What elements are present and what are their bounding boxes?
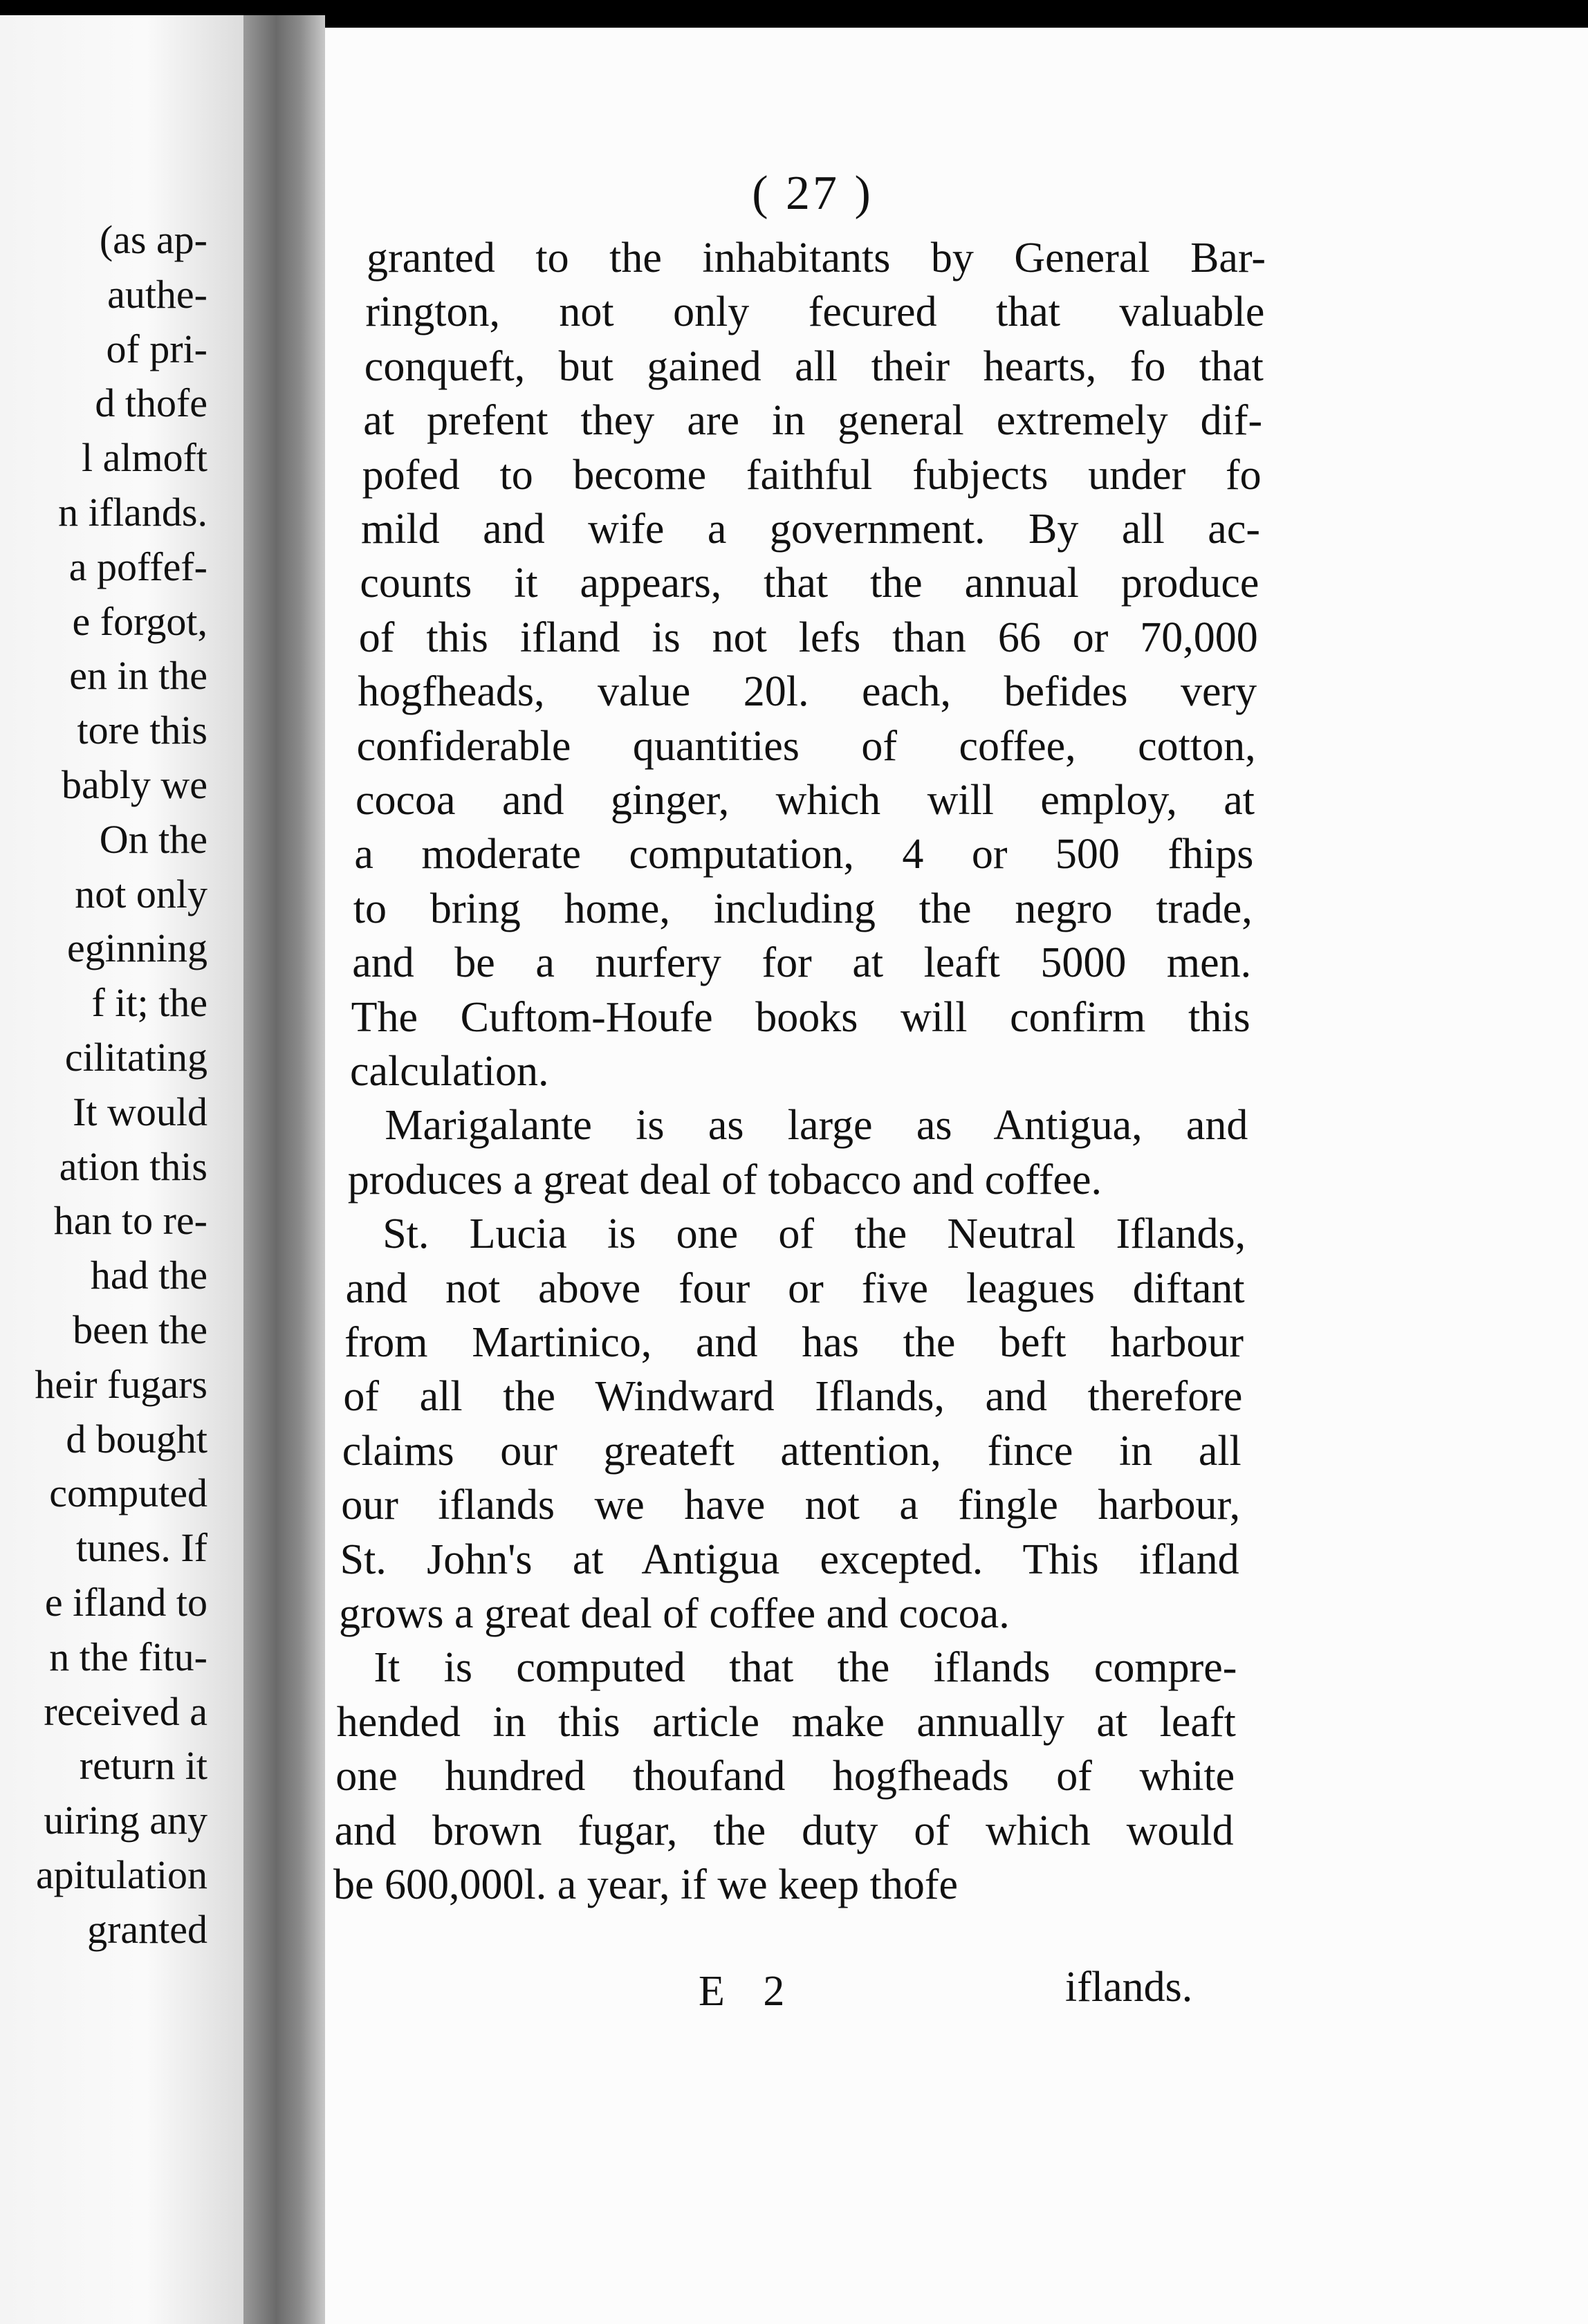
left-page-fragment: computed (49, 1470, 207, 1516)
left-page-fragment: eginning (67, 925, 207, 971)
page-number: ( 27 ) (752, 167, 874, 220)
left-page-fragment: return it (79, 1743, 207, 1789)
left-page-fragment: ation this (59, 1143, 207, 1189)
left-page-fragment: On the (99, 816, 207, 862)
left-page (0, 15, 243, 2324)
body-line: rington, not only fecured that valuable (365, 288, 1265, 336)
left-page-fragment: n iflands. (58, 490, 207, 535)
body-line: calculation. (350, 1048, 549, 1095)
left-page-fragment: not only (75, 871, 207, 916)
left-page-fragment: had the (90, 1253, 207, 1298)
left-page-fragment: d thofe (95, 380, 207, 426)
left-page-fragment: cilitating (64, 1035, 207, 1080)
body-line: claims our greateft attention, fince in all (342, 1427, 1241, 1475)
body-line: conqueft, but gained all their hearts, fo that (364, 342, 1264, 390)
signature-mark: E 2 (699, 1968, 799, 2015)
left-page-fragment: heir fugars (35, 1361, 207, 1407)
body-line: grows a great deal of coffee and cocoa. (339, 1590, 1010, 1637)
left-page-fragment: granted (87, 1906, 207, 1952)
body-line: to bring home, including the negro trade, (353, 885, 1253, 932)
body-line: one hundred thoufand hogfheads of white (335, 1753, 1235, 1800)
body-line: from Martinico, and has the beft harbour (344, 1319, 1244, 1366)
left-page-fragment: e ifland to (44, 1580, 207, 1625)
body-line: Marigalante is as large as Antigua, and (385, 1102, 1248, 1150)
body-line: cocoa and ginger, which will employ, at (356, 777, 1255, 824)
left-page-fragment: e forgot, (72, 598, 207, 644)
body-line: pofed to become faithful fubjects under fo (362, 451, 1262, 499)
body-line: a moderate computation, 4 or 500 fhips (354, 831, 1254, 878)
left-page-fragment: tunes. If (75, 1525, 207, 1571)
body-line: produces a great deal of tobacco and coffee. (347, 1156, 1102, 1204)
left-page-fragment: authe- (107, 271, 207, 317)
left-page-fragment: n the fitu- (49, 1634, 207, 1679)
left-page-fragment: (as ap- (99, 217, 207, 262)
body-line: The Cuftom-Houfe books will confirm this (351, 993, 1250, 1041)
left-page-fragment: f it; the (91, 980, 207, 1026)
body-line: St. John's at Antigua excepted. This ifland (340, 1536, 1239, 1583)
body-line: counts it appears, that the annual produce (360, 560, 1259, 607)
left-page-fragment: It would (73, 1089, 207, 1134)
body-line: and not above four or five leagues diftant (345, 1264, 1245, 1312)
left-page-fragment: d bought (66, 1416, 207, 1461)
body-line: of this ifland is not lefs than 66 or 70,000 (358, 614, 1258, 661)
body-line: hended in this article make annually at leaft (336, 1698, 1236, 1746)
body-line: of all the Windward Iflands, and therefore (343, 1373, 1243, 1421)
left-page-fragment: han to re- (53, 1198, 207, 1244)
body-line: be 600,000l. a year, if we keep thofe (333, 1861, 959, 1908)
body-line: and brown fugar, the duty of which would (334, 1807, 1234, 1854)
left-page-fragment: tore this (77, 708, 207, 753)
body-line: St. Lucia is one of the Neutral Iflands, (382, 1210, 1246, 1258)
body-line: It is computed that the iflands compre- (373, 1644, 1237, 1692)
left-page-fragment: uiring any (44, 1798, 207, 1843)
body-line: hogfheads, value 20l. each, befides very (358, 668, 1257, 716)
left-page-fragment: bably we (62, 762, 207, 807)
left-page-fragment: a poffef- (68, 544, 207, 589)
body-line: at prefent they are in general extremely dif- (363, 397, 1263, 445)
body-line: confiderable quantities of coffee, cotton, (356, 722, 1256, 770)
left-page-fragment: l almoft (81, 435, 207, 481)
body-line: granted to the inhabitants by General Bar- (367, 234, 1266, 282)
book-gutter (243, 15, 325, 2324)
catchword: iflands. (1065, 1964, 1193, 2011)
left-page-fragment: en in the (69, 653, 207, 699)
body-line: mild and wife a government. By all ac- (361, 506, 1260, 553)
left-page-fragment: of pri- (106, 326, 207, 371)
left-page-fragment: received a (44, 1688, 207, 1734)
body-line: our iflands we have not a fingle harbour, (341, 1482, 1241, 1529)
left-page-fragment: been the (73, 1307, 207, 1352)
left-page-fragment: apitulation (35, 1852, 207, 1897)
body-line: and be a nurfery for at leaft 5000 men. (352, 939, 1252, 987)
